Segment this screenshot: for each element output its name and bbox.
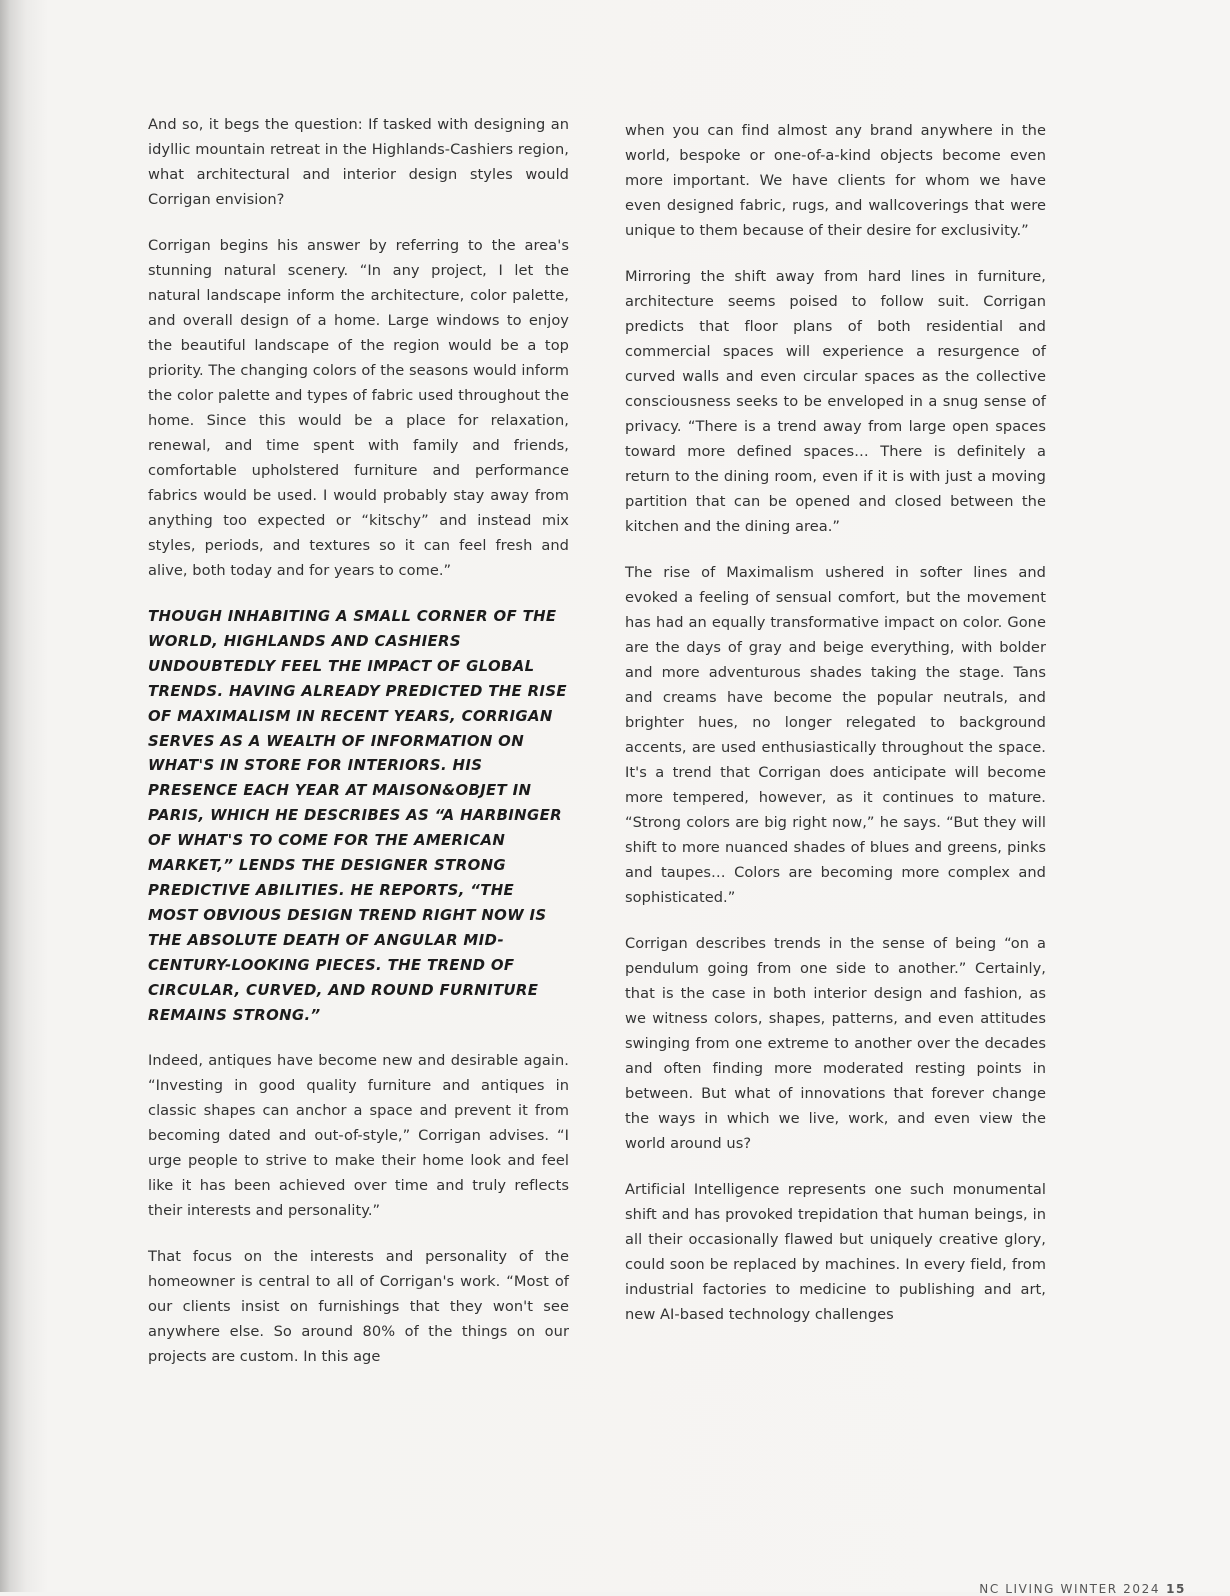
publication-name: NC LIVING WINTER 2024 [979,1582,1161,1596]
left-column [148,112,569,1390]
body-paragraph: Mirroring the shift away from hard lines in furniture, architecture seems poised to follow suit. Corrigan predicts that floor plans of both residential and commercial spaces will experience a resurgence of curved walls and even circular spaces as the collective consciousness seeks to be enveloped in a snug sense of privacy. “There is a trend away from large open spaces toward more defined spaces… There is definitely a return to the dining room, even if it is with just a moving partition that can be opened and closed between the kitchen and the dining area.” [625,268,1046,535]
body-paragraph: Artificial Intelligence represents one such monumental shift and has provoked trepidation that human beings, in all their occasionally flawed but uniquely creative glory, could soon be replaced by machines. In every field, from industrial factories to medicine to publishing and art, new AI-based technology challenges [625,1181,1046,1323]
body-paragraph: That focus on the interests and personality of the homeowner is central to all of Corrigan's work. “Most of our clients insist on furnishings that they won't see anywhere else. So around 80% of the things on our projects are custom. In this age [148,1248,569,1366]
body-paragraph: And so, it begs the question: If tasked with designing an idyllic mountain retreat in the Highlands-Cashiers region, what architectural and interior design styles would Corrigan envision? [148,116,569,208]
body-paragraph: Indeed, antiques have become new and desirable again. “Investing in good quality furniture and antiques in classic shapes can anchor a space and prevent it from becoming dated and out-of-style,” Corrigan advises. “I urge people to strive to make their home look and feel like it has been achieved over time and truly reflects their interests and personality.” [148,1052,569,1220]
right-column [625,112,1046,1348]
page-number: 15 [1166,1582,1186,1596]
pull-quote: THOUGH INHABITING A SMALL CORNER OF THE WORLD, HIGHLANDS AND CASHIERS UNDOUBTEDLY FEEL THE IMPACT OF GLOBAL TRENDS. HAVING ALREADY PREDICTED THE RISE OF MAXIMALISM IN RECENT YEARS, CORRIGAN SERVES AS A WEALTH OF INFORMATION ON WHAT'S IN STORE FOR INTERIORS. HIS PRESENCE EACH YEAR AT MAISON&OBJET IN PARIS, WHICH HE DESCRIBES AS “A HARBINGER OF WHAT'S TO COME FOR THE AMERICAN MARKET,” LENDS THE DESIGNER STRONG PREDICTIVE ABILITIES. HE REPORTS, “THE MOST OBVIOUS DESIGN TREND RIGHT NOW IS THE ABSOLUTE DEATH OF ANGULAR MID-CENTURY-LOOKING PIECES. THE TREND OF CIRCULAR, CURVED, AND ROUND FURNITURE REMAINS STRONG.” [148,607,567,1024]
body-paragraph: The rise of Maximalism ushered in softer lines and evoked a feeling of sensual comfort, but the movement has had an equally transformative impact on color. Gone are the days of gray and beige everything, with bolder and more adventurous shades taking the stage. Tans and creams have become the popular neutrals, and brighter hues, no longer relegated to background accents, are used enthusiastically throughout the space. It's a trend that Corrigan does anticipate will become more tempered, however, as it continues to mature. “Strong colors are big right now,” he says. “But they will shift to more nuanced shades of blues and greens, pinks and taupes… Colors are becoming more complex and sophisticated.” [625,564,1046,906]
body-paragraph: Corrigan describes trends in the sense of being “on a pendulum going from one side to another.” Certainly, that is the case in both interior design and fashion, as we witness colors, shapes, patterns, and even attitudes swinging from one extreme to another over the decades and often finding more moderated resting points in between. But what of innovations that forever change the ways in which we live, work, and even view the world around us? [625,935,1046,1152]
body-paragraph: when you can find almost any brand anywhere in the world, bespoke or one-of-a-kind objects become even more important. We have clients for whom we have even designed fabric, rugs, and wallcoverings that were unique to them because of their desire for exclusivity.” [625,122,1046,239]
page-footer [979,1582,1186,1596]
body-paragraph: Corrigan begins his answer by referring to the area's stunning natural scenery. “In any project, I let the natural landscape inform the architecture, color palette, and overall design of a home. Large windows to enjoy the beautiful landscape of the region would be a top priority. The changing colors of the seasons would inform the color palette and types of fabric used throughout the home. Since this would be a place for relaxation, renewal, and time spent with family and friends, comfortable upholstered furniture and performance fabrics would be used. I would probably stay away from anything too expected or “kitschy” and instead mix styles, periods, and textures so it can feel fresh and alive, both today and for years to come.” [148,237,569,579]
